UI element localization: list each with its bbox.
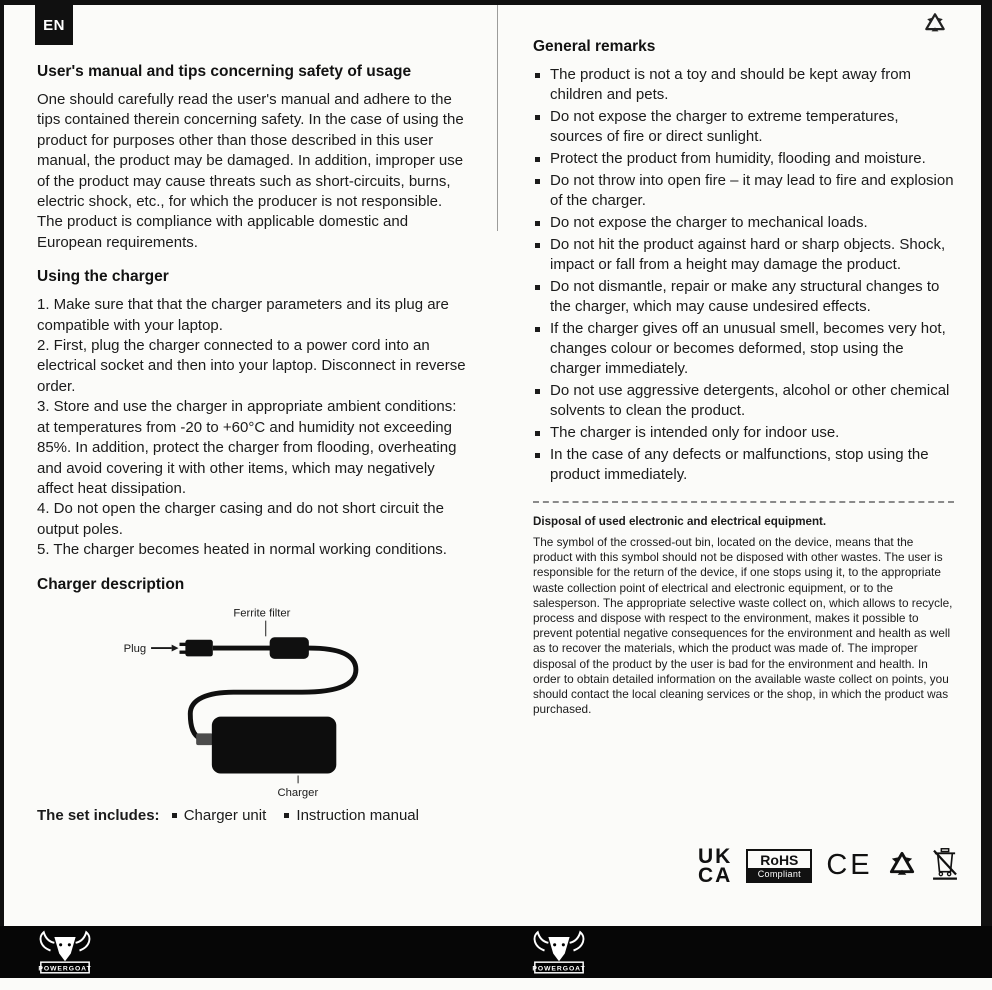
page-fold-line (497, 5, 498, 231)
ferrite-filter-icon (270, 637, 309, 659)
usage-paragraph: One should carefully read the user's manual and adhere to the tips contained therein concerning safety. In the case of using the product for purposes other than those described in this user manual, the product may be damaged. In addition, improper use of the product may cause threats such as short-circuits, burns, electric shock, etc., for which the producer is not responsible. The product is compliance with applicable domestic and European requirements. (37, 91, 464, 251)
step-item: 5. The charger becomes heated in normal working conditions. (37, 541, 447, 559)
plug-icon (180, 639, 213, 656)
ferrite-filter-label: Ferrite filter (233, 607, 291, 620)
general-remarks-list (533, 65, 954, 485)
left-column (37, 63, 470, 824)
ukca-bottom-text: CA (698, 863, 733, 887)
remark-item: Do not expose the charger to mechanical loads. (533, 213, 954, 233)
rohs-mark (746, 849, 812, 883)
step-item: 4. Do not open the charger casing and do not short circuit the output poles. (37, 500, 444, 538)
step-item: 2. First, plug the charger connected to a power cord into an electrical socket and then into your laptop. Disconnect in reverse order. (37, 337, 466, 395)
set-includes-label: The set includes: (37, 806, 160, 824)
page-edge-right (981, 0, 992, 978)
crossed-out-bin-icon (931, 846, 959, 885)
section-title-charger-description: Charger description (37, 575, 185, 593)
footer-bar (0, 926, 992, 978)
powergoat-logo (36, 929, 94, 981)
remark-item: Do not throw into open fire – it may lead to fire and explosion of the charger. (533, 171, 954, 211)
ukca-mark (698, 844, 733, 887)
charger-body-icon (212, 716, 336, 773)
remark-item: Do not hit the product against hard or sharp objects. Shock, impact or fall from a height may damage the product. (533, 235, 954, 275)
rohs-compliant-text: Compliant (748, 868, 810, 881)
right-column (533, 38, 954, 717)
remark-item: Protect the product from humidity, flooding and moisture. (533, 149, 954, 169)
rohs-text: RoHS (760, 851, 799, 868)
square-bullet-icon (284, 813, 289, 818)
remark-item: Do not use aggressive detergents, alcohol or other chemical solvents to clean the product. (533, 381, 954, 421)
section-title-general-remarks: General remarks (533, 38, 656, 55)
step-item: 3. Store and use the charger in appropriate ambient conditions: at temperatures from -20 to +60°C and humidity not exceeding 85%. In addition, protect the charger from flooding, overheating and avoid covering it with other items, which may negatively affect heat dissipation. (37, 398, 457, 497)
remark-item: In the case of any defects or malfunctions, stop using the product immediately. (533, 445, 954, 485)
powergoat-banner-text: POWERGOAT (38, 965, 92, 973)
dashed-divider (533, 501, 954, 503)
section-title-using-charger: Using the charger (37, 268, 169, 286)
set-includes-line (37, 807, 470, 824)
charger-diagram (37, 603, 469, 799)
cable-connector-icon (196, 733, 213, 745)
plug-label: Plug (123, 642, 147, 655)
recycling-arrows-icon (887, 849, 917, 883)
page-edge-top (0, 0, 992, 5)
section-title-usage: User's manual and tips concerning safety of usage (37, 63, 412, 80)
ce-mark: CE (826, 849, 873, 881)
page-edge-left (0, 0, 4, 978)
set-item: Instruction manual (284, 807, 419, 824)
remark-item: The charger is intended only for indoor use. (533, 423, 954, 443)
language-badge: EN (35, 5, 73, 45)
ukca-top-text: UK (698, 844, 733, 868)
remark-item: If the charger gives off an unusual smell, becomes very hot, changes colour or becomes deformed, stop using the charger immediately. (533, 319, 954, 379)
step-item: 1. Make sure that that the charger parameters and its plug are compatible with your laptop. (37, 296, 449, 334)
powergoat-banner-text: POWERGOAT (532, 965, 586, 973)
disposal-title: Disposal of used electronic and electrical equipment. (533, 515, 827, 528)
remark-item: Do not expose the charger to extreme temperatures, sources of fire or direct sunlight. (533, 107, 954, 147)
charger-label: Charger (277, 786, 319, 799)
compliance-marks (698, 846, 959, 885)
powergoat-logo (530, 929, 588, 981)
set-item: Charger unit (172, 807, 267, 824)
square-bullet-icon (172, 813, 177, 818)
charger-steps (37, 295, 470, 560)
disposal-paragraph: The symbol of the crossed-out bin, located on the device, means that the product with this symbol should not be disposed with other wastes. The user is responsible for the return of the device, if one stops using it, to the appropriate waste collection point of electrical and electronic equipment, or to the salesperson. The appropriate selective waste collect on, which allows to recycle, process and dispose with respect to the environment, makes it possible to prevent potential negative consequences for the environment and health as well as to recover the materials, which the product was made of. The improper disposal of the product by the user is bad for the environment and health. In order to obtain detailed information on the available waste collect on points, you should contact the local cleaning services or the shop, in which the product was purchased. (533, 535, 953, 717)
remark-item: The product is not a toy and should be kept away from children and pets. (533, 65, 954, 105)
recycle-icon (922, 10, 948, 41)
remark-item: Do not dismantle, repair or make any structural changes to the charger, which may cause undesired effects. (533, 277, 954, 317)
